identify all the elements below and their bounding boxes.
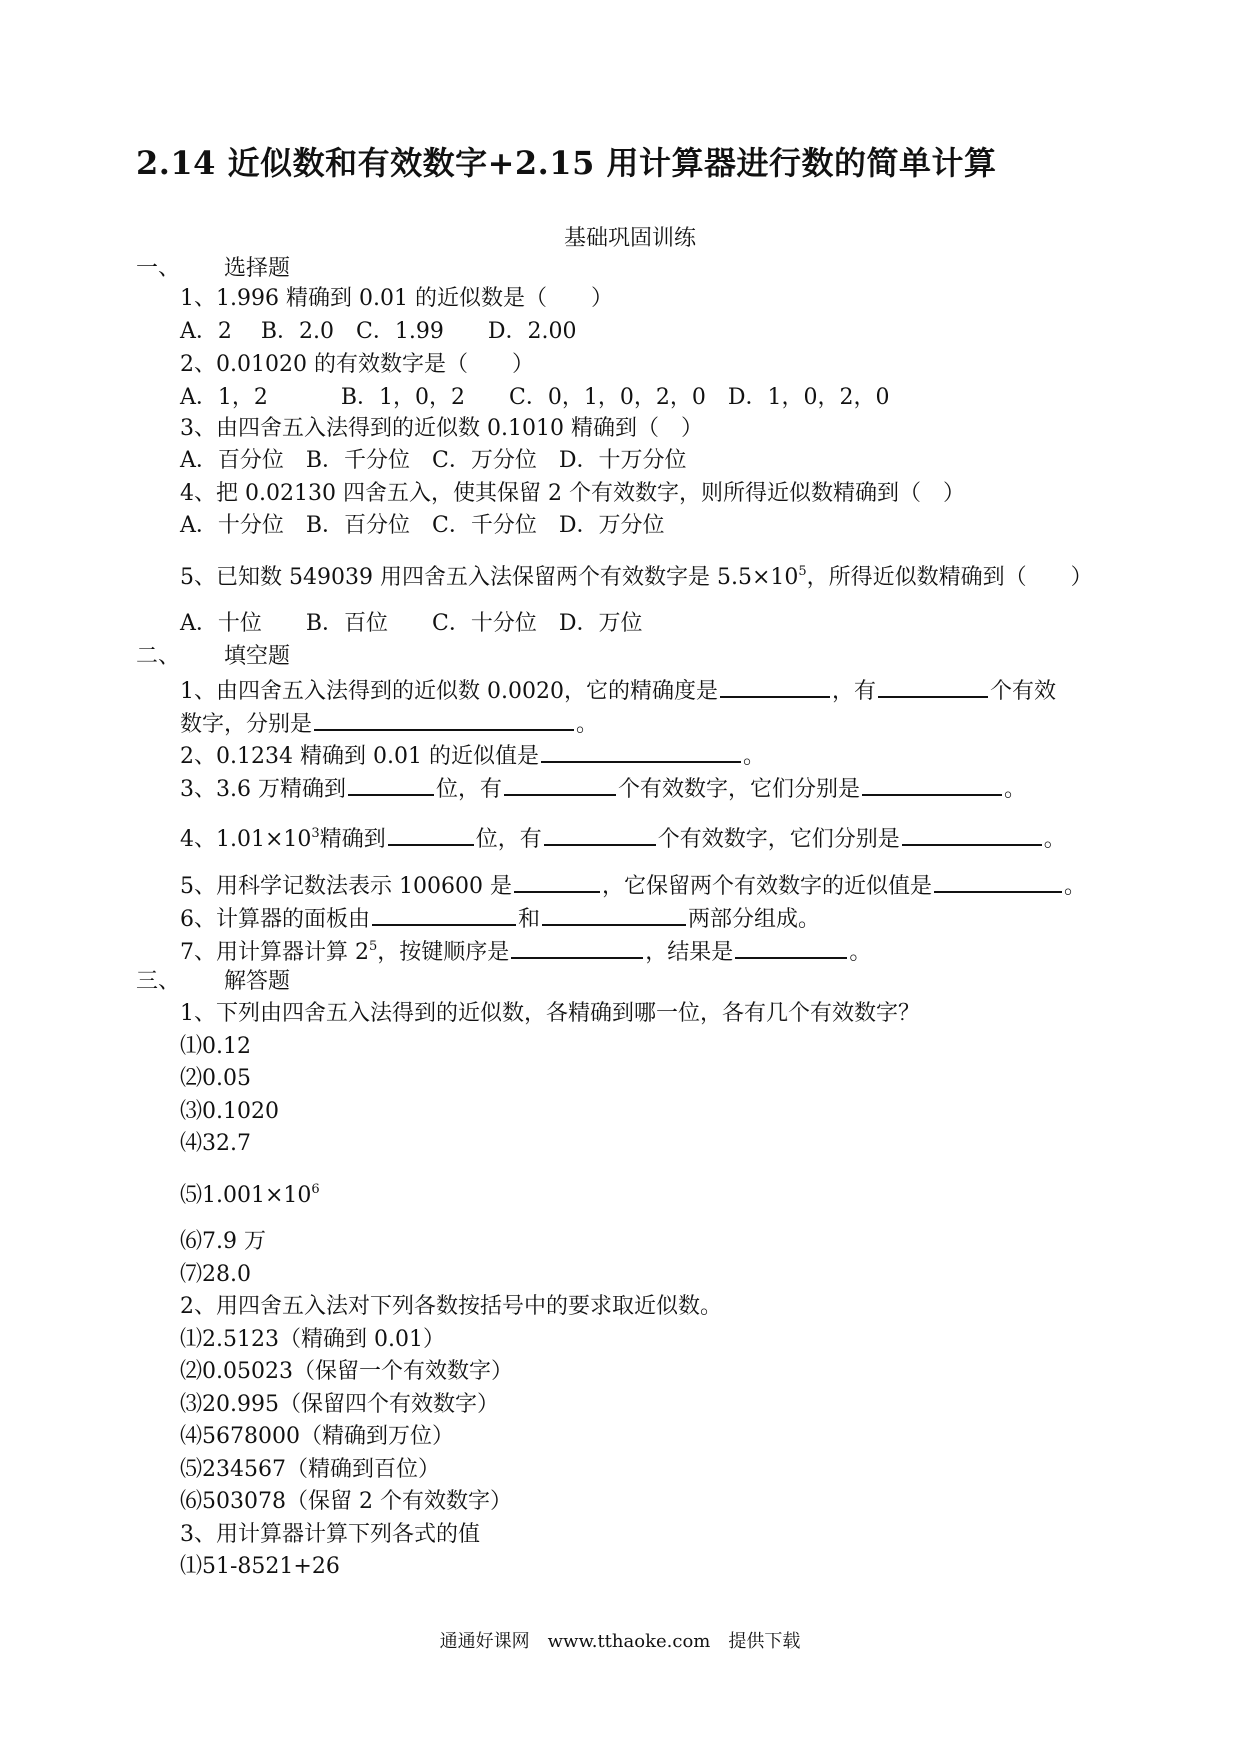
question-text: ，它保留两个有效数字的近似值是 [601,874,932,899]
item-text: ⑸1.001×10 [180,1183,312,1208]
question-text: 个有效数字，它们分别是 [618,777,861,802]
answer-blank[interactable] [735,935,847,959]
choice-options-4: A．十分位 B．百分位 C．千分位 D．万分位 [180,513,665,538]
list-item: ⑹503078（保留 2 个有效数字） [180,1489,512,1514]
fill-question-6 [180,902,820,935]
section-heading-fill [136,642,290,672]
choice-question-3: 3、由四舍五入法得到的近似数 0.1010 精确到（ ） [180,416,703,441]
fill-question-4 [180,822,1066,855]
question-text: ，所得近似数精确到（ ） [806,565,1093,590]
question-text: 数字，分别是 [180,712,313,737]
answer-blank[interactable] [720,674,830,698]
list-item: ⑷5678000（精确到万位） [180,1424,454,1449]
section-name: 填空题 [224,644,291,669]
section-number: 三、 [136,969,181,994]
choice-question-5 [180,563,1093,593]
question-text: 5、已知数 549039 用四舍五入法保留两个有效数字是 5.5×10 [180,565,799,590]
answer-blank[interactable] [388,822,474,846]
fill-question-1 [180,674,1056,707]
question-text: 2、0.1234 精确到 0.01 的近似值是 [180,744,539,769]
exponent: 5 [369,939,378,954]
fill-question-3 [180,772,1026,805]
list-item: ⑵0.05023（保留一个有效数字） [180,1359,513,1384]
question-text: 1、由四舍五入法得到的近似数 0.0020，它的精确度是 [180,679,718,704]
question-text: 3、3.6 万精确到 [180,777,346,802]
question-text: 和 [518,907,541,932]
question-text: 。 [576,712,599,737]
fill-question-5 [180,869,1086,902]
question-text: ，有 [831,679,876,704]
answer-blank[interactable] [348,772,434,796]
answer-blank[interactable] [372,902,516,926]
page-subtitle: 基础巩固训练 [563,226,696,251]
answer-blank[interactable] [934,869,1062,893]
page-footer: 通通好课网 www.tthaoke.com 提供下载 [439,1631,801,1652]
answer-blank[interactable] [511,935,643,959]
list-item: ⑵0.05 [180,1066,251,1091]
exponent: 5 [798,564,807,579]
answer-blank[interactable] [541,739,741,763]
question-text: 。 [849,940,872,965]
choice-options-1: A．2 B．2.0 C．1.99 D．2.00 [180,319,577,344]
list-item: ⑹7.9 万 [180,1229,266,1254]
question-text: 精确到 [319,827,386,852]
choice-question-2: 2、0.01020 的有效数字是（ ） [180,352,534,377]
question-text: 两部分组成。 [688,907,821,932]
fill-question-2 [180,739,765,772]
section-number: 一、 [136,256,181,281]
answer-blank[interactable] [314,707,574,731]
exponent: 3 [311,826,320,841]
question-text: 。 [1063,874,1086,899]
question-text: 个有效数字，它们分别是 [657,827,900,852]
section-heading-solve [136,967,290,997]
question-text: ，结果是 [645,940,734,965]
answer-blank[interactable] [542,902,686,926]
section-name: 选择题 [224,256,291,281]
section-number: 二、 [136,644,181,669]
choice-options-2: A．1，2 B．1，0，2 C．0，1，0，2，0 D．1，0，2，0 [180,385,890,410]
page-title: 2.14 近似数和有效数字+2.15 用计算器进行数的简单计算 [136,144,997,182]
section-heading-choice [136,254,290,284]
list-item: ⑶20.995（保留四个有效数字） [180,1392,499,1417]
solve-question-3: 3、用计算器计算下列各式的值 [180,1522,480,1547]
choice-question-1: 1、1.996 精确到 0.01 的近似数是（ ） [180,286,613,311]
list-item: ⑺28.0 [180,1262,251,1287]
list-item: ⑴51-8521+26 [180,1554,340,1579]
question-text: 。 [1043,827,1066,852]
question-text: 个有效 [990,679,1057,704]
solve-question-1: 1、下列由四舍五入法得到的近似数，各精确到哪一位，各有几个有效数字？ [180,1001,920,1026]
answer-blank[interactable] [878,674,988,698]
answer-blank[interactable] [514,869,600,893]
question-text: 位，有 [475,827,542,852]
question-text: 。 [742,744,765,769]
list-item: ⑴2.5123（精确到 0.01） [180,1327,445,1352]
question-text: 。 [1004,777,1027,802]
fill-question-7 [180,935,871,968]
question-text: 位，有 [435,777,502,802]
section-name: 解答题 [224,969,291,994]
answer-blank[interactable] [862,772,1002,796]
list-item: ⑸234567（精确到百位） [180,1457,440,1482]
choice-question-4: 4、把 0.02130 四舍五入，使其保留 2 个有效数字，则所得近似数精确到（ ） [180,481,965,506]
choice-options-5: A．十位 B．百位 C．十分位 D．万位 [180,611,643,636]
fill-question-1-cont [180,707,598,740]
list-item: ⑷32.7 [180,1131,251,1156]
list-item: ⑴0.12 [180,1034,251,1059]
answer-blank[interactable] [902,822,1042,846]
choice-options-3: A．百分位 B．千分位 C．万分位 D．十万分位 [180,448,687,473]
question-text: ，按键顺序是 [377,940,510,965]
solve-question-2: 2、用四舍五入法对下列各数按括号中的要求取近似数。 [180,1294,722,1319]
list-item [180,1181,320,1211]
question-text: 6、计算器的面板由 [180,907,370,932]
question-text: 4、1.01×10 [180,827,312,852]
answer-blank[interactable] [504,772,616,796]
question-text: 5、用科学记数法表示 100600 是 [180,874,512,899]
question-text: 7、用计算器计算 2 [180,940,369,965]
exponent: 6 [311,1182,320,1197]
list-item: ⑶0.1020 [180,1099,279,1124]
answer-blank[interactable] [544,822,656,846]
